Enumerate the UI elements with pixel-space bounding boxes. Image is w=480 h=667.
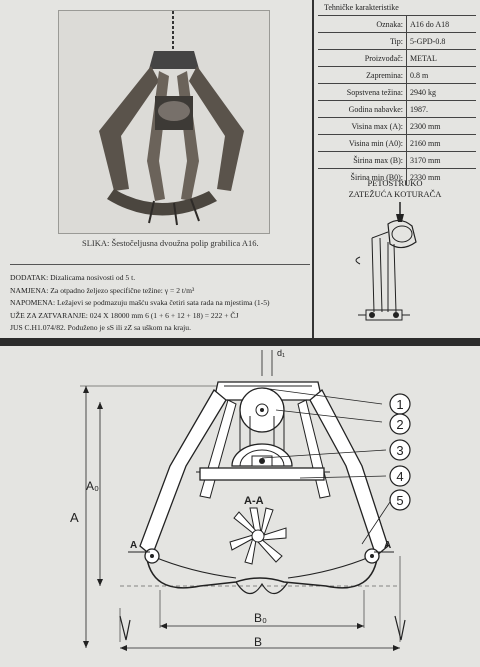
note-line: NAPOMENA: Ležajevi se podmazuju mašću svaka četiri sata rada na mjestima (1-5) bbox=[10, 298, 270, 307]
spec-value: METAL bbox=[407, 50, 477, 67]
grab-photo bbox=[58, 10, 270, 234]
note-line: JUS C.H1.074/82. Poduženo je sS ili zZ sa uškom na kraju. bbox=[10, 323, 191, 332]
spec-row bbox=[318, 67, 476, 84]
note-line: UŽE ZA ZATVARANJE: 024 X 18000 mm 6 (1 + 6 + 12 + 18) = 222 + ČJ bbox=[10, 310, 239, 320]
spec-row bbox=[318, 152, 476, 169]
pulley-title-line1: PETOSTRUKO bbox=[367, 178, 423, 188]
callout-number: 2 bbox=[396, 417, 404, 432]
dim-label-d1: d₁ bbox=[277, 348, 286, 358]
spec-row bbox=[318, 101, 476, 118]
spec-value: 1987. bbox=[407, 101, 477, 118]
notes-divider bbox=[10, 264, 310, 265]
pulley-title bbox=[330, 178, 460, 200]
spec-value: 0.8 m bbox=[407, 67, 477, 84]
spec-value: A16 do A18 bbox=[407, 16, 477, 33]
dim-label-B: B bbox=[254, 635, 263, 649]
spec-value: 2160 mm bbox=[407, 135, 477, 152]
callout-number: 3 bbox=[396, 443, 404, 458]
spec-panel bbox=[318, 0, 476, 190]
callout-number: 5 bbox=[396, 493, 404, 508]
note-line: NAMJENA: Za otpadno željezo specifične težine: γ = 2 t/m³ bbox=[10, 285, 195, 295]
spec-value: 5-GPD-0.8 bbox=[407, 33, 477, 50]
spec-label: Godina nabavke: bbox=[318, 101, 407, 118]
callout-4 bbox=[390, 466, 410, 486]
spec-row bbox=[318, 33, 476, 50]
section-mark-right: A bbox=[384, 540, 392, 551]
spec-value: 3170 mm bbox=[407, 152, 477, 169]
spec-row bbox=[318, 135, 476, 152]
spec-label: Visina min (A0): bbox=[318, 135, 407, 152]
spec-value: 2940 kg bbox=[407, 84, 477, 101]
dim-label-A0: A₀ bbox=[86, 479, 99, 493]
pulley-title-line2: ZATEŽUĆA KOTURAČA bbox=[348, 189, 442, 199]
spec-label: Proizvođač: bbox=[318, 50, 407, 67]
spec-label: Sopstvena težina: bbox=[318, 84, 407, 101]
notes-block bbox=[10, 272, 315, 335]
spec-label: Oznaka: bbox=[318, 16, 407, 33]
spec-table bbox=[318, 15, 476, 185]
dim-label-A: A bbox=[70, 510, 79, 525]
callout-5 bbox=[390, 490, 410, 510]
section-label: A-A bbox=[244, 495, 264, 507]
spec-row bbox=[318, 118, 476, 135]
technical-drawing bbox=[0, 346, 480, 662]
spec-value: 2330 mm bbox=[407, 169, 477, 186]
callout-3 bbox=[390, 440, 410, 460]
pulley-illustration bbox=[352, 202, 432, 336]
spec-label: Širina max (B): bbox=[318, 152, 407, 169]
jaw-section-star bbox=[230, 508, 286, 564]
section-mark-left: A bbox=[130, 540, 138, 551]
spec-row bbox=[318, 84, 476, 101]
grab-photo-illustration bbox=[59, 11, 269, 233]
spec-value: 2300 mm bbox=[407, 118, 477, 135]
section-divider bbox=[0, 338, 480, 346]
note-line: DODATAK: Dizalicama nosivosti od 5 t. bbox=[10, 273, 136, 282]
photo-caption: SLIKA: Šestočeljusna dvoužna polip grabilica A16. bbox=[82, 238, 259, 248]
spec-row bbox=[318, 50, 476, 67]
spec-row bbox=[318, 16, 476, 33]
spec-label: Visina max (A): bbox=[318, 118, 407, 135]
spec-label: Zapremina: bbox=[318, 67, 407, 84]
callout-1 bbox=[390, 394, 410, 414]
callout-2 bbox=[390, 414, 410, 434]
spec-label: Tip: bbox=[318, 33, 407, 50]
callout-number: 4 bbox=[396, 469, 404, 484]
callout-number: 1 bbox=[396, 397, 404, 412]
spec-label: Širina min (B0): bbox=[318, 169, 407, 186]
dim-label-B0: B₀ bbox=[254, 611, 267, 625]
spec-title: Tehničke karakteristike bbox=[324, 3, 399, 12]
